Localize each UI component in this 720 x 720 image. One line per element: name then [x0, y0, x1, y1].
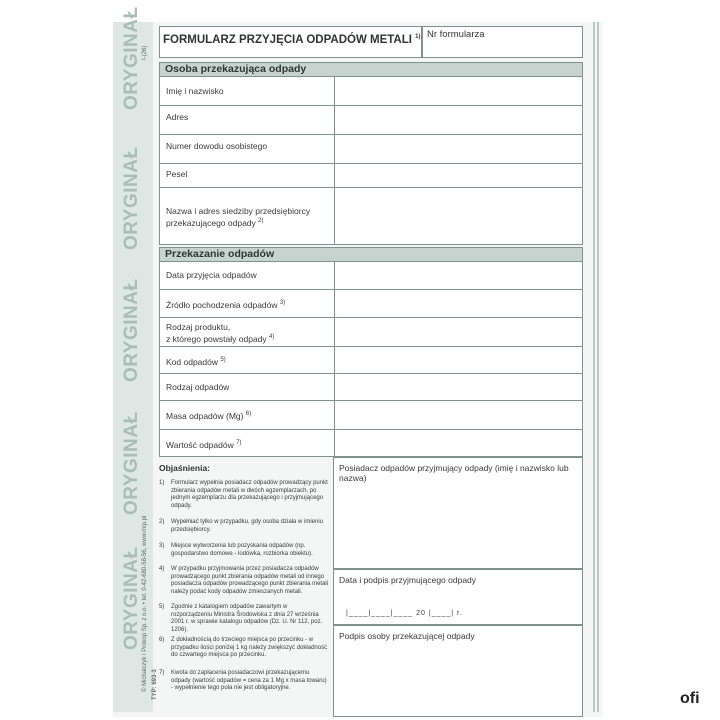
field-footnote: 2): [258, 218, 264, 224]
field-row[interactable]: [159, 77, 583, 106]
footnote-text: W przypadku przyjmowania przez posiadacza odpadów prowadzącego punkt zbierania odpadów metali od innego posiadacza odpadów prowadzącego punkt zbierania metali należy podać kody odpadów zmieszanych metali.: [171, 566, 329, 595]
footnote-text: Kwota do zapłacenia posiadaczowi przekazującemu odpady (wartość odpadów = cena za 1 Mg x masa towaru) - wypełnienie tego pola nie jest obligatoryjne.: [171, 670, 327, 691]
receiver-label: Posiadacz odpadów przyjmujący odpady (imię i nazwisko lub nazwa): [339, 463, 569, 483]
field-label: [166, 322, 274, 344]
footnote-number: 2): [159, 519, 165, 525]
date-line: [346, 610, 463, 617]
footnote-number: 1): [159, 480, 165, 486]
field-label: [166, 382, 229, 392]
field-footnote: 4): [269, 334, 275, 340]
watermark-text: ORYGINAŁ: [121, 278, 142, 382]
footnote-number: 4): [159, 566, 165, 572]
form-type: TYP: 693-3: [152, 669, 158, 700]
field-label: [166, 438, 241, 450]
field-label: [166, 86, 224, 96]
form-code: I-(26): [142, 45, 148, 60]
row-divider: [334, 77, 335, 105]
field-label-text: Źródło pochodzenia odpadów: [166, 299, 278, 310]
field-label: [166, 270, 257, 280]
field-row[interactable]: [159, 164, 583, 188]
form-title: [163, 34, 421, 46]
field-label-text: Kod odpadów: [166, 356, 218, 367]
row-divider: [334, 374, 335, 400]
field-label-text: z którego powstały odpady: [166, 333, 267, 344]
date-line-left: |____|____|____: [346, 610, 414, 617]
field-label-text: Imię i nazwisko: [166, 86, 224, 96]
row-divider: [334, 106, 335, 134]
title-footnote: 1): [415, 34, 421, 41]
field-footnote: 7): [236, 440, 242, 446]
field-label-text: Rodzaj odpadów: [166, 382, 230, 392]
explanations-header: Objaśnienia:: [159, 463, 211, 473]
date-year-prefix: 20: [416, 610, 426, 617]
watermark-text: ORYGINAŁ: [121, 546, 142, 650]
field-label: [166, 141, 267, 151]
field-row[interactable]: [159, 347, 583, 374]
receiver-signature-label: Data i podpis przyjmującego odpady: [339, 575, 477, 585]
row-divider: [334, 135, 335, 163]
field-label: [166, 409, 251, 421]
field-row[interactable]: [159, 188, 583, 245]
field-label: [166, 355, 226, 367]
brand-logo: [680, 690, 700, 708]
brand-logo-text: ofi: [680, 690, 700, 707]
field-label: [166, 169, 187, 179]
watermark-text: ORYGINAŁ: [121, 6, 142, 110]
row-divider: [334, 347, 335, 373]
section-header-transfer: Przekazanie odpadów: [159, 247, 583, 262]
field-label: [166, 206, 310, 228]
row-divider: [334, 164, 335, 187]
field-row[interactable]: [159, 374, 583, 401]
footnote-number: 7): [159, 670, 165, 676]
form-number-label: Nr formularza: [427, 29, 485, 40]
field-label-text: Pesel: [166, 169, 188, 179]
footnote-text: Wypełniać tylko w przypadku, gdy osoba działa w imieniu przedsiębiorcy.: [171, 519, 324, 533]
date-line-right: |____|: [428, 610, 455, 617]
watermark-text: ORYGINAŁ: [121, 411, 142, 515]
field-label-text: Adres: [166, 112, 189, 122]
field-row[interactable]: [159, 135, 583, 164]
field-row[interactable]: [159, 290, 583, 318]
footnote-text: Miejsce wytworzenia lub pozyskania odpadów (np. gospodarstwo domowe - lodówka, rozbiórka obiektu).: [171, 543, 313, 557]
field-label: [166, 298, 285, 310]
field-row[interactable]: [159, 262, 583, 290]
right-border: [597, 22, 599, 712]
field-label-text: Masa odpadów (Mg): [166, 410, 244, 421]
date-year-suffix: r.: [457, 610, 463, 617]
field-label-text: Data przyjęcia odpadów: [166, 270, 257, 280]
field-row[interactable]: [159, 318, 583, 347]
row-divider: [334, 318, 335, 346]
publisher-info: © Michalczyk i Prokop Sp. z o.o. • tel. 0-42-680-58-56, www.mip.pl: [142, 515, 148, 692]
field-footnote: 6): [245, 411, 252, 417]
giver-signature-field[interactable]: [333, 625, 583, 717]
footnote-text: Z dokładnością do trzeciego miejsca po przecinku - w przypadku ilości poniżej 1 kg należy zwiększyć dokładność do czwartego miejsca po przecinku.: [171, 637, 328, 658]
watermark-text: ORYGINAŁ: [121, 146, 142, 250]
field-row[interactable]: [159, 430, 583, 457]
footnote-number: 5): [159, 604, 165, 610]
row-divider: [334, 401, 335, 429]
giver-signature-label: Podpis osoby przekazującej odpady: [339, 631, 475, 641]
field-label-text: przekazującego odpady: [166, 217, 256, 228]
field-label-text: Numer dowodu osobistego: [166, 141, 268, 151]
form-title-text: FORMULARZ PRZYJĘCIA ODPADÓW METALI: [163, 34, 412, 46]
footnote-number: 6): [159, 637, 165, 643]
field-row[interactable]: [159, 106, 583, 135]
row-divider: [334, 430, 335, 456]
field-label: [166, 112, 188, 122]
field-row[interactable]: [159, 401, 583, 430]
field-label-text: Rodzaj produktu,: [166, 322, 231, 332]
field-footnote: 3): [279, 300, 286, 306]
field-footnote: 5): [220, 357, 226, 363]
row-divider: [334, 188, 335, 244]
row-divider: [334, 290, 335, 317]
receiver-field[interactable]: [333, 457, 583, 569]
footnote-text: Formularz wypełnia posiadacz odpadów prowadzący punkt zbierania odpadów metali w dwóch egzemplarzach, po jednym egzemplarzu dla przekazującego i przyjmującego odpady.: [171, 480, 328, 509]
field-label-text: Wartość odpadów: [166, 439, 234, 450]
footnote-number: 3): [159, 543, 165, 549]
field-label-text: Nazwa i adres siedziby przedsiębiorcy: [166, 206, 311, 216]
row-divider: [334, 262, 335, 289]
section-header-giver: Osoba przekazująca odpady: [159, 62, 583, 77]
footnote-text: Zgodnie z katalogiem odpadów zawartym w rozporządzeniu Ministra Środowiska z dnia 27 września 2001 r. w sprawie katalogu odpadów (Dz. U. Nr 112, poz. 1206).: [171, 604, 323, 633]
right-border: [593, 22, 595, 712]
